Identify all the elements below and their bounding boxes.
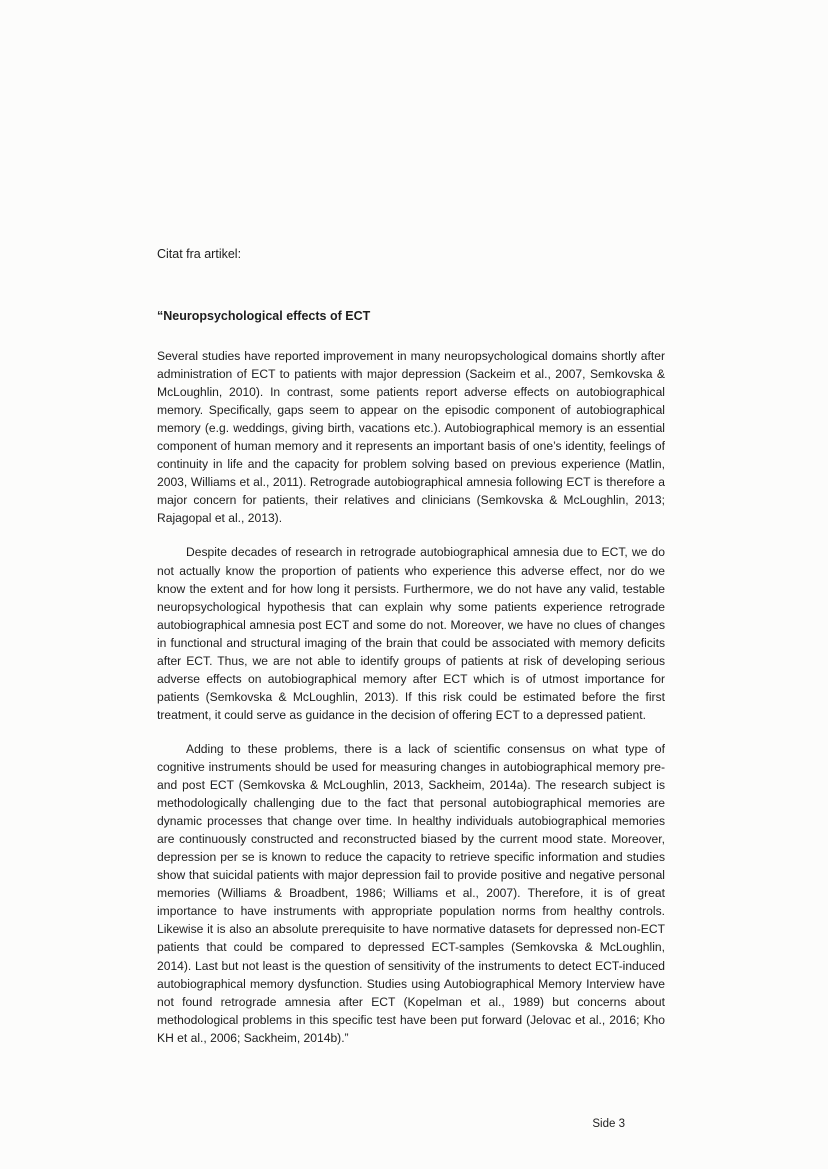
- section-heading: “Neuropsychological effects of ECT: [157, 309, 371, 323]
- paragraph-1: Several studies have reported improvement in many neuropsychological domains shortly after administration of ECT to patients with major depression (Sackeim et al., 2007, Semkovska & McLoughlin, 2010). In contrast, some patients report adverse effects on autobiographical memory. Specifically, gaps seem to appear on the episodic component of autobiographical memory (e.g. weddings, giving birth, vacations etc.). Autobiographical memory is an essential component of human memory and it represents an important basis of one’s identity, feelings of continuity in life and the capacity for problem solving based on previous experience (Matlin, 2003, Williams et al., 2011). Retrograde autobiographical amnesia following ECT is therefore a major concern for patients, their relatives and clinicians (Semkovska & McLoughlin, 2013; Rajagopal et al., 2013).: [157, 349, 665, 526]
- paragraph-3: Adding to these problems, there is a lack of scientific consensus on what type of cognitive instruments should be used for measuring changes in autobiographical memory pre- and post ECT (Semkovska & McLoughlin, 2013, Sackheim, 2014a). The research subject is methodologically challenging due to the fact that personal autobiographical memories are dynamic processes that change over time. In healthy individuals autobiographical memories are continuously constructed and reconstructed biased by the current mood state. Moreover, depression per se is known to reduce the capacity to retrieve specific information and studies show that suicidal patients with major depression fail to provide positive and negative personal memories (Williams & Broadbent, 1986; Williams et al., 2007). Therefore, it is of great importance to have instruments with appropriate population norms from healthy controls. Likewise it is also an absolute prerequisite to have normative datasets for depressed non-ECT patients that could be compared to depressed ECT-samples (Semkovska & McLoughlin, 2014). Last but not least is the question of sensitivity of the instruments to detect ECT-induced autobiographical memory dysfunction. Studies using Autobiographical Memory Interview have not found retrograde amnesia after ECT (Kopelman et al., 1989) but concerns about methodological problems in this specific test have been put forward (Jelovac et al., 2016; Kho KH et al., 2006; Sackheim, 2014b).”: [157, 741, 665, 1045]
- paragraph-2: Despite decades of research in retrograde autobiographical amnesia due to ECT, we do not actually know the proportion of patients who experience this adverse effect, nor do we know the extent and for how long it persists. Furthermore, we do not have any valid, testable neuropsychological hypothesis that can explain why some patients experience retrograde autobiographical amnesia post ECT and some do not. Moreover, we have no clues of changes in functional and structural imaging of the brain that could be associated with memory deficits after ECT. Thus, we are not able to identify groups of patients at risk of developing serious adverse effects on autobiographical memory after ECT which is of utmost importance for patients (Semkovska & McLoughlin, 2013). If this risk could be estimated before the first treatment, it could serve as guidance in the decision of offering ECT to a depressed patient.: [157, 545, 665, 722]
- page-number: Side 3: [592, 1118, 625, 1130]
- intro-text: Citat fra artikel:: [157, 247, 242, 261]
- document-body: [157, 245, 665, 1047]
